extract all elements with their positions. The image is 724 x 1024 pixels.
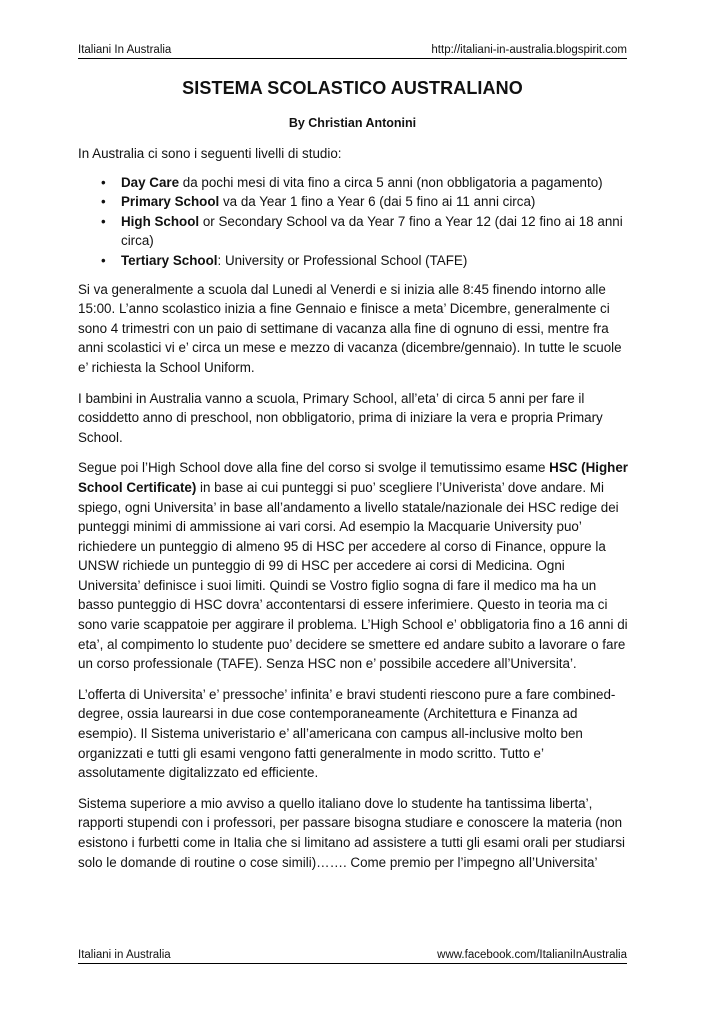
list-item-term: High School [121, 213, 200, 229]
document-title: SISTEMA SCOLASTICO AUSTRALIANO [182, 78, 523, 98]
page-footer [78, 948, 627, 964]
paragraph-text: Segue poi l’High School dove alla fine del corso si svolge il temutissimo esame [78, 460, 550, 476]
header-site-name: Italiani In Australia [78, 44, 172, 56]
list-item-description: or Secondary School va da Year 7 fino a Year 12 (dai 12 fino ai 18 anni circa) [121, 213, 623, 249]
list-item-term: Primary School [121, 194, 220, 210]
footer-site-name: Italiani in Australia [78, 949, 171, 961]
list-item-description: va da Year 1 fino a Year 6 (dai 5 fino ai 11 anni circa) [219, 194, 536, 210]
study-levels-list [78, 173, 630, 271]
primary-school-paragraph: I bambini in Australia vanno a scuola, Primary School, all’eta’ di circa 5 anni per fare il cosiddetto anno di preschool, non obbligatorio, prima di iniziare la vera e propria Primary School. [78, 390, 603, 445]
high-school-paragraph [78, 458, 630, 674]
bullet-icon: • [101, 213, 106, 229]
page-header [78, 43, 627, 59]
list-item [78, 212, 630, 251]
list-item-description: da pochi mesi di vita fino a circa 5 anni (non obbligatoria a pagamento) [179, 174, 603, 190]
bullet-icon: • [101, 174, 106, 190]
intro-paragraph: In Australia ci sono i seguenti livelli di studio: [78, 146, 342, 161]
bullet-icon: • [101, 252, 106, 268]
list-item-term: Day Care [121, 174, 180, 190]
list-item [78, 192, 630, 212]
hsc-term: HSC (Higher School Certificate) [78, 460, 629, 495]
footer-facebook-url[interactable]: www.facebook.com/ItalianiInAustralia [437, 949, 627, 961]
list-item-term: Tertiary School [121, 252, 218, 268]
document-body [78, 144, 630, 883]
list-item [78, 173, 630, 193]
document-author: By Christian Antonini [288, 116, 417, 130]
paragraph-text: in base ai cui punteggi si puo’ scegliere l’Univerista’ dove andare. Mi spiego, ogni Universita’ in base all’andamento a livello statale/nazionale dei HSC redige dei punteggi minimi di ammissione ai vari corsi. Ad esempio la Macquarie University puo’ richiedere un punteggio di almeno 95 di HSC per accedere al corso di Finance, oppure la UNSW richiede un punteggio di 99 di HSC per accedere ai corsi di Medicina. Ogni Universita’ definisce i suoi limiti. Quindi se Vostro figlio sogna di fare il medico ma ha un basso punteggio di HSC dovra’ accontentarsi di essere inferimiere. Questo in teoria ma ci sono varie scappatoie per aggirare il problema. L’High School e’ obbligatoria fino a 16 anni di eta’, al compimento lo studente puo’ decidere se smettere ed andare subito a lavorare o fare un corso professionale (TAFE). Senza HSC non e’ possibile accedere all’Universita’. [78, 479, 628, 672]
bullet-icon: • [101, 194, 106, 210]
university-paragraph: L’offerta di Universita’ e’ pressoche’ infinita’ e bravi studenti riescono pure a fare combined-degree, ossia laurearsi in due cose contemporaneamente (Architettura e Finanza ad esempio). Il Sistema univeristario e’ all’americana con campus all-inclusive molto ben organizzati e tutti gli esami vengono fatti generalmente in modo scritto. Tutto e’ assolutamente digitalizzato ed efficiente. [78, 686, 616, 781]
list-item [78, 251, 630, 271]
list-item-description: : University or Professional School (TAFE) [217, 252, 468, 268]
school-schedule-paragraph: Si va generalmente a scuola dal Lunedi al Venerdi e si inizia alle 8:45 finendo intorno alle 15:00. L’anno scolastico inizia a fine Gennaio e finisce a meta’ Dicembre, generalmente ci sono 4 trimestri con un paio di settimane di vacanza alla fine di ognuno di essi, mentre fra anni scolastici vi e’ circa un mese e mezzo di vacanza (dicembre/gennaio). In tutte le scuole e’ richiesta la School Uniform. [78, 281, 622, 375]
comparison-paragraph: Sistema superiore a mio avviso a quello italiano dove lo studente ha tantissima liberta’, rapporti stupendi con i professori, per passare bisogna studiare e conoscere la materia (non esistono i furbetti come in Italia che si limitano ad assistere a tutti gli esami orali per studiarsi solo le domande di routine o cose simili)……. Come premio per l’impegno all’Universita’ [78, 795, 626, 870]
header-blog-url[interactable]: http://italiani-in-australia.blogspirit.com [431, 44, 627, 56]
